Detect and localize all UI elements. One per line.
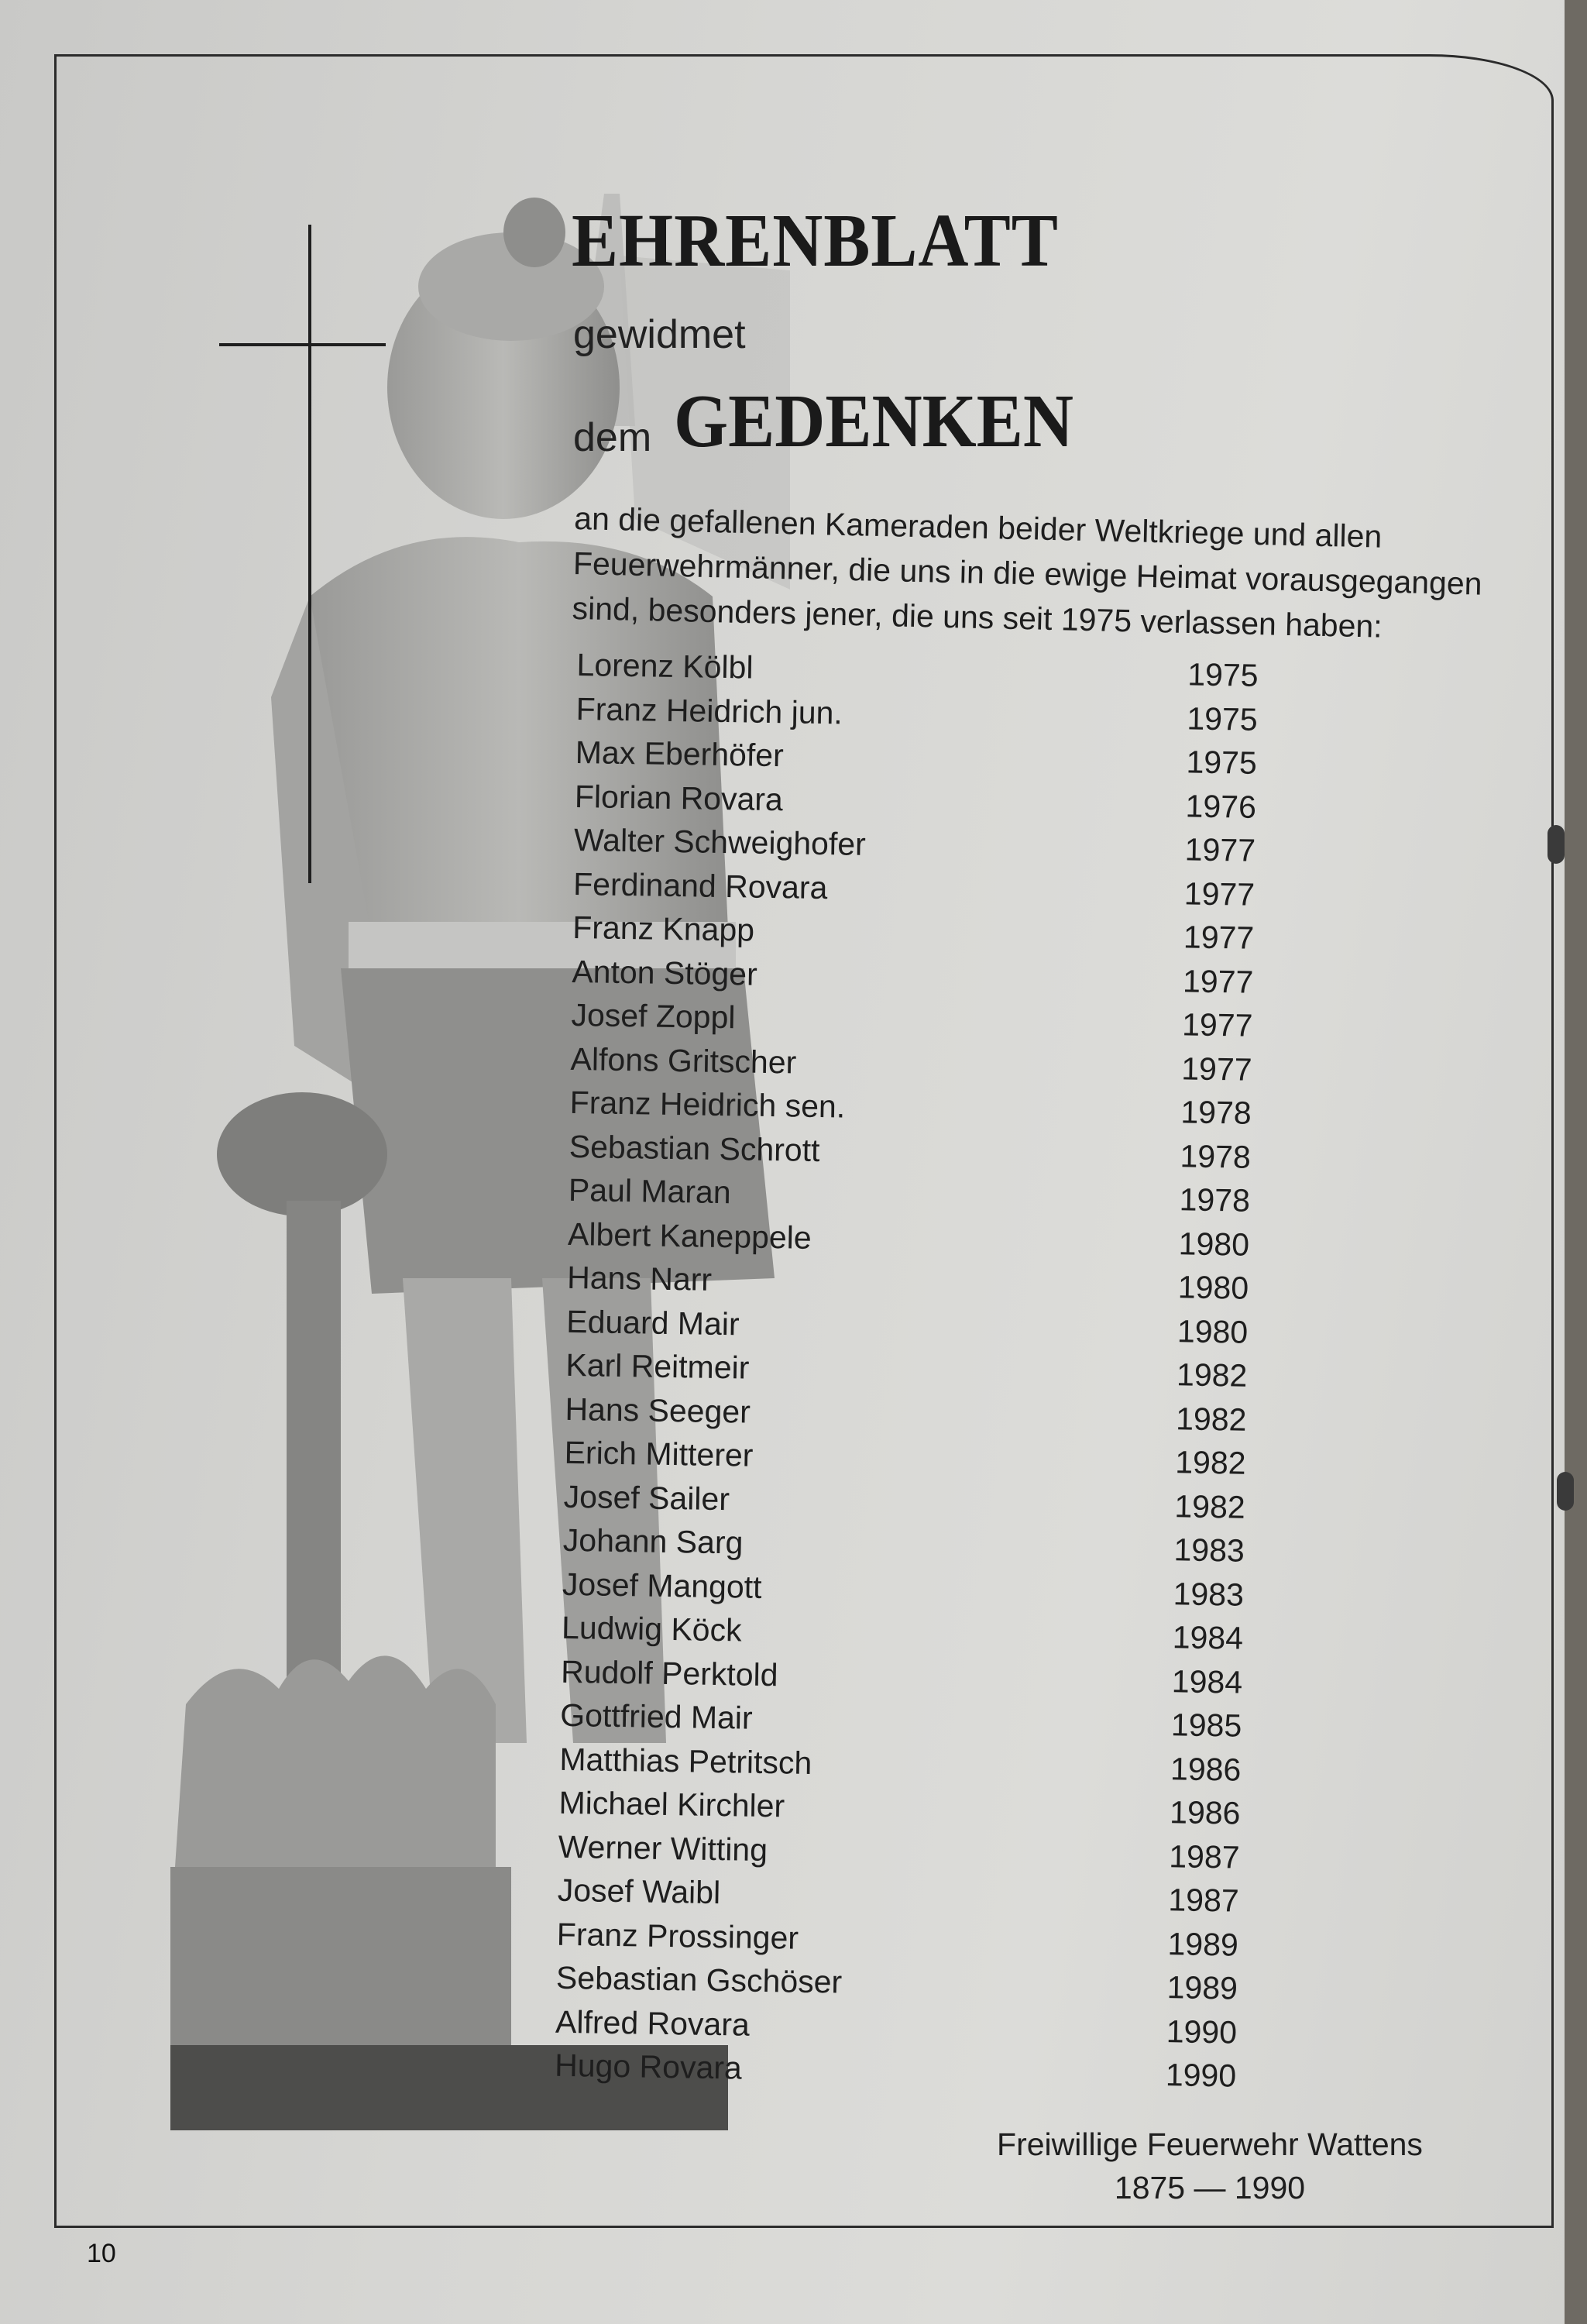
entry-name: Max Eberhöfer bbox=[575, 734, 785, 774]
entry-name: Franz Prossinger bbox=[556, 1916, 799, 1956]
entry-year: 1982 bbox=[1176, 1356, 1248, 1394]
entry-name: Albert Kaneppele bbox=[567, 1215, 812, 1256]
entry-name: Hugo Rovara bbox=[554, 2047, 743, 2086]
entry-year: 1982 bbox=[1174, 1487, 1246, 1525]
entry-year: 1976 bbox=[1185, 787, 1257, 825]
entry-year: 1975 bbox=[1187, 656, 1259, 693]
entry-year: 1977 bbox=[1183, 875, 1256, 913]
entry-year: 1978 bbox=[1180, 1137, 1252, 1175]
entry-year: 1990 bbox=[1166, 2013, 1238, 2051]
entry-name: Karl Reitmeir bbox=[565, 1346, 750, 1386]
entry-name: Werner Witting bbox=[558, 1828, 768, 1868]
entry-name: Matthias Petritsch bbox=[559, 1741, 812, 1781]
entry-name: Michael Kirchler bbox=[558, 1784, 785, 1824]
page-number: 10 bbox=[87, 2239, 116, 2268]
entry-name: Sebastian Gschöser bbox=[555, 1959, 843, 2000]
entry-year: 1978 bbox=[1179, 1181, 1251, 1219]
entry-year: 1985 bbox=[1170, 1707, 1242, 1744]
entry-name: Franz Heidrich jun. bbox=[575, 690, 843, 731]
entry-name: Erich Mitterer bbox=[564, 1434, 754, 1473]
entry-name: Anton Stöger bbox=[572, 953, 758, 992]
intro-line: sind, besonders jener, die uns seit 1975 verlassen haben: bbox=[572, 590, 1383, 645]
entry-name: Josef Mangott bbox=[562, 1566, 762, 1605]
entry-year: 1986 bbox=[1169, 1794, 1241, 1831]
entry-year: 1989 bbox=[1166, 1969, 1238, 2006]
entry-name: Florian Rovara bbox=[574, 778, 784, 817]
entry-name: Paul Maran bbox=[568, 1171, 731, 1211]
memorial-list bbox=[555, 647, 1259, 2102]
cross-vertical-bar bbox=[308, 225, 311, 883]
entry-name: Alfred Rovara bbox=[555, 2003, 751, 2043]
cross-horizontal-bar bbox=[219, 343, 386, 346]
entry-name: Sebastian Schrott bbox=[569, 1128, 820, 1168]
entry-year: 1980 bbox=[1177, 1312, 1249, 1350]
entry-year: 1982 bbox=[1175, 1400, 1247, 1438]
entry-name: Ferdinand Rovara bbox=[572, 865, 828, 906]
entry-year: 1982 bbox=[1174, 1444, 1246, 1481]
intro-line: an die gefallenen Kameraden beider Weltkriege und allen bbox=[573, 500, 1383, 555]
entry-name: Alfons Gritscher bbox=[570, 1040, 797, 1081]
footer-years: 1875 — 1990 bbox=[1114, 2170, 1306, 2205]
entry-year: 1980 bbox=[1178, 1225, 1250, 1263]
entry-name: Rudolf Perktold bbox=[560, 1653, 778, 1693]
entry-year: 1990 bbox=[1165, 2057, 1237, 2094]
entry-name: Hans Seeger bbox=[565, 1391, 751, 1430]
entry-year: 1983 bbox=[1173, 1532, 1245, 1569]
entry-name: Gottfried Mair bbox=[559, 1697, 754, 1736]
entry-name: Josef Waibl bbox=[557, 1872, 721, 1911]
punch-hole bbox=[1547, 825, 1565, 864]
footer-signature bbox=[977, 2123, 1442, 2209]
entry-year: 1987 bbox=[1168, 1882, 1240, 1919]
entry-name: Lorenz Kölbl bbox=[576, 647, 754, 686]
entry-name: Hans Narr bbox=[566, 1259, 713, 1298]
entry-name: Eduard Mair bbox=[565, 1303, 740, 1342]
entry-name: Franz Knapp bbox=[572, 909, 755, 948]
page-title: EHRENBLATT bbox=[572, 199, 1059, 283]
entry-year: 1984 bbox=[1171, 1662, 1243, 1700]
entry-year: 1975 bbox=[1187, 700, 1259, 737]
punch-hole bbox=[1557, 1472, 1574, 1511]
entry-year: 1984 bbox=[1172, 1619, 1244, 1656]
entry-name: Johann Sarg bbox=[562, 1521, 744, 1561]
entry-name: Ludwig Köck bbox=[561, 1609, 742, 1648]
intro-line: Feuerwehrmänner, die uns in die ewige Heimat vorausgegangen bbox=[572, 545, 1483, 602]
entry-year: 1987 bbox=[1168, 1838, 1240, 1875]
entry-name: Josef Sailer bbox=[563, 1478, 730, 1517]
subtitle-dem: dem bbox=[573, 415, 652, 460]
entry-year: 1977 bbox=[1181, 1006, 1253, 1043]
entry-year: 1977 bbox=[1183, 919, 1255, 956]
entry-year: 1975 bbox=[1186, 744, 1258, 781]
entry-year: 1978 bbox=[1180, 1094, 1252, 1131]
entry-year: 1980 bbox=[1177, 1269, 1249, 1306]
entry-year: 1977 bbox=[1184, 831, 1256, 868]
subtitle-gewidmet: gewidmet bbox=[573, 312, 746, 357]
page-title-gedenken: GEDENKEN bbox=[674, 380, 1074, 463]
entry-year: 1986 bbox=[1170, 1750, 1242, 1788]
entry-name: Franz Heidrich sen. bbox=[569, 1084, 846, 1125]
entry-name: Walter Schweighofer bbox=[573, 821, 867, 862]
entry-year: 1977 bbox=[1182, 962, 1254, 1000]
entry-year: 1983 bbox=[1173, 1575, 1245, 1613]
entry-name: Josef Zoppl bbox=[571, 996, 736, 1036]
entry-year: 1977 bbox=[1180, 1050, 1252, 1088]
footer-org: Freiwillige Feuerwehr Wattens bbox=[997, 2126, 1423, 2162]
entry-year: 1989 bbox=[1167, 1925, 1239, 1963]
intro-paragraph bbox=[572, 496, 1535, 652]
